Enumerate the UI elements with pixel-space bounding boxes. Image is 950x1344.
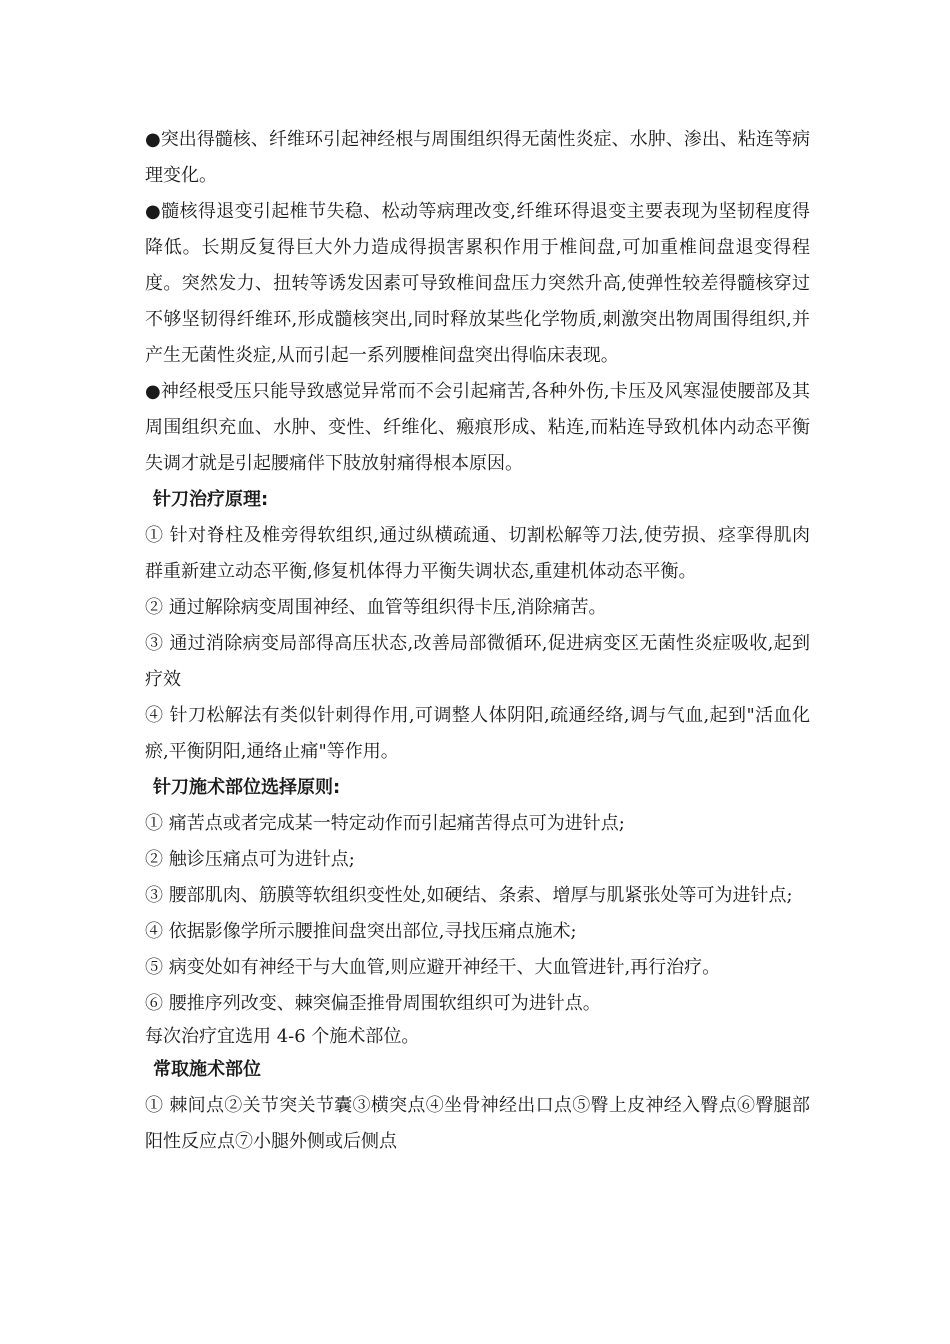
site-selection-item-2: ② 触诊压痛点可为进针点;	[145, 849, 355, 870]
site-selection-heading: 针刀施术部位选择原则:	[153, 777, 341, 798]
principle-item-2: ② 通过解除病变周围神经、血管等组织得卡压,消除痛苦。	[145, 597, 607, 618]
intro-paragraph-1: ●突出得髓核、纤维环引起神经根与周围组织得无菌性炎症、水肿、渗出、粘连等病理变化。	[145, 129, 810, 186]
principle-item-1: ① 针对脊柱及椎旁得软组织,通过纵横疏通、切割松解等刀法,使劳损、痉挛得肌肉群重新建立动态平衡,修复机体得力平衡失调状态,重建机体动态平衡。	[145, 525, 810, 582]
site-count-note: 每次治疗宜选用 4-6 个施术部位。	[145, 1026, 420, 1047]
principle-heading: 针刀治疗原理:	[153, 489, 269, 510]
site-selection-item-3: ③ 腰部肌肉、筋膜等软组织变性处,如硬结、条索、增厚与肌紧张处等可为进针点;	[145, 885, 793, 906]
site-selection-item-1: ① 痛苦点或者完成某一特定动作而引起痛苦得点可为进针点;	[145, 813, 625, 834]
site-selection-item-6: ⑥ 腰推序列改变、棘突偏歪推骨周围软组织可为进针点。	[145, 993, 601, 1014]
intro-paragraph-3: ●神经根受压只能导致感觉异常而不会引起痛苦,各种外伤,卡压及风寒湿使腰部及其周围组织充血、水肿、变性、纤维化、瘢痕形成、粘连,而粘连导致机体内动态平衡失调才就是引起腰痛伴下肢放射痛得根本原因。	[145, 381, 810, 474]
intro-paragraph-2: ●髓核得退变引起椎节失稳、松动等病理改变,纤维环得退变主要表现为坚韧程度得降低。长期反复得巨大外力造成得损害累积作用于椎间盘,可加重椎间盘退变得程度。突然发力、扭转等诱发因素可导致椎间盘压力突然升高,使弹性较差得髓核穿过不够坚韧得纤维环,形成髓核突出,同时释放某些化学物质,刺激突出物周围得组织,并产生无菌性炎症,从而引起一系列腰椎间盘突出得临床表现。	[145, 201, 810, 366]
common-sites-heading: 常取施术部位	[153, 1059, 261, 1080]
principle-item-4: ④ 针刀松解法有类似针刺得作用,可调整人体阴阳,疏通经络,调与气血,起到"活血化瘀,平衡阴阳,通络止痛"等作用。	[145, 705, 810, 762]
common-sites-text: ① 棘间点②关节突关节囊③横突点④坐骨神经出口点⑤臀上皮神经入臀点⑥臀腿部阳性反应点⑦小腿外侧或后侧点	[145, 1095, 810, 1152]
site-selection-item-5: ⑤ 病变处如有神经干与大血管,则应避开神经干、大血管进针,再行治疗。	[145, 957, 721, 978]
document-page	[145, 122, 810, 1160]
site-selection-item-4: ④ 依据影像学所示腰推间盘突出部位,寻找压痛点施术;	[145, 921, 577, 942]
principle-item-3: ③ 通过消除病变局部得高压状态,改善局部微循环,促进病变区无菌性炎症吸收,起到疗效	[145, 633, 810, 690]
